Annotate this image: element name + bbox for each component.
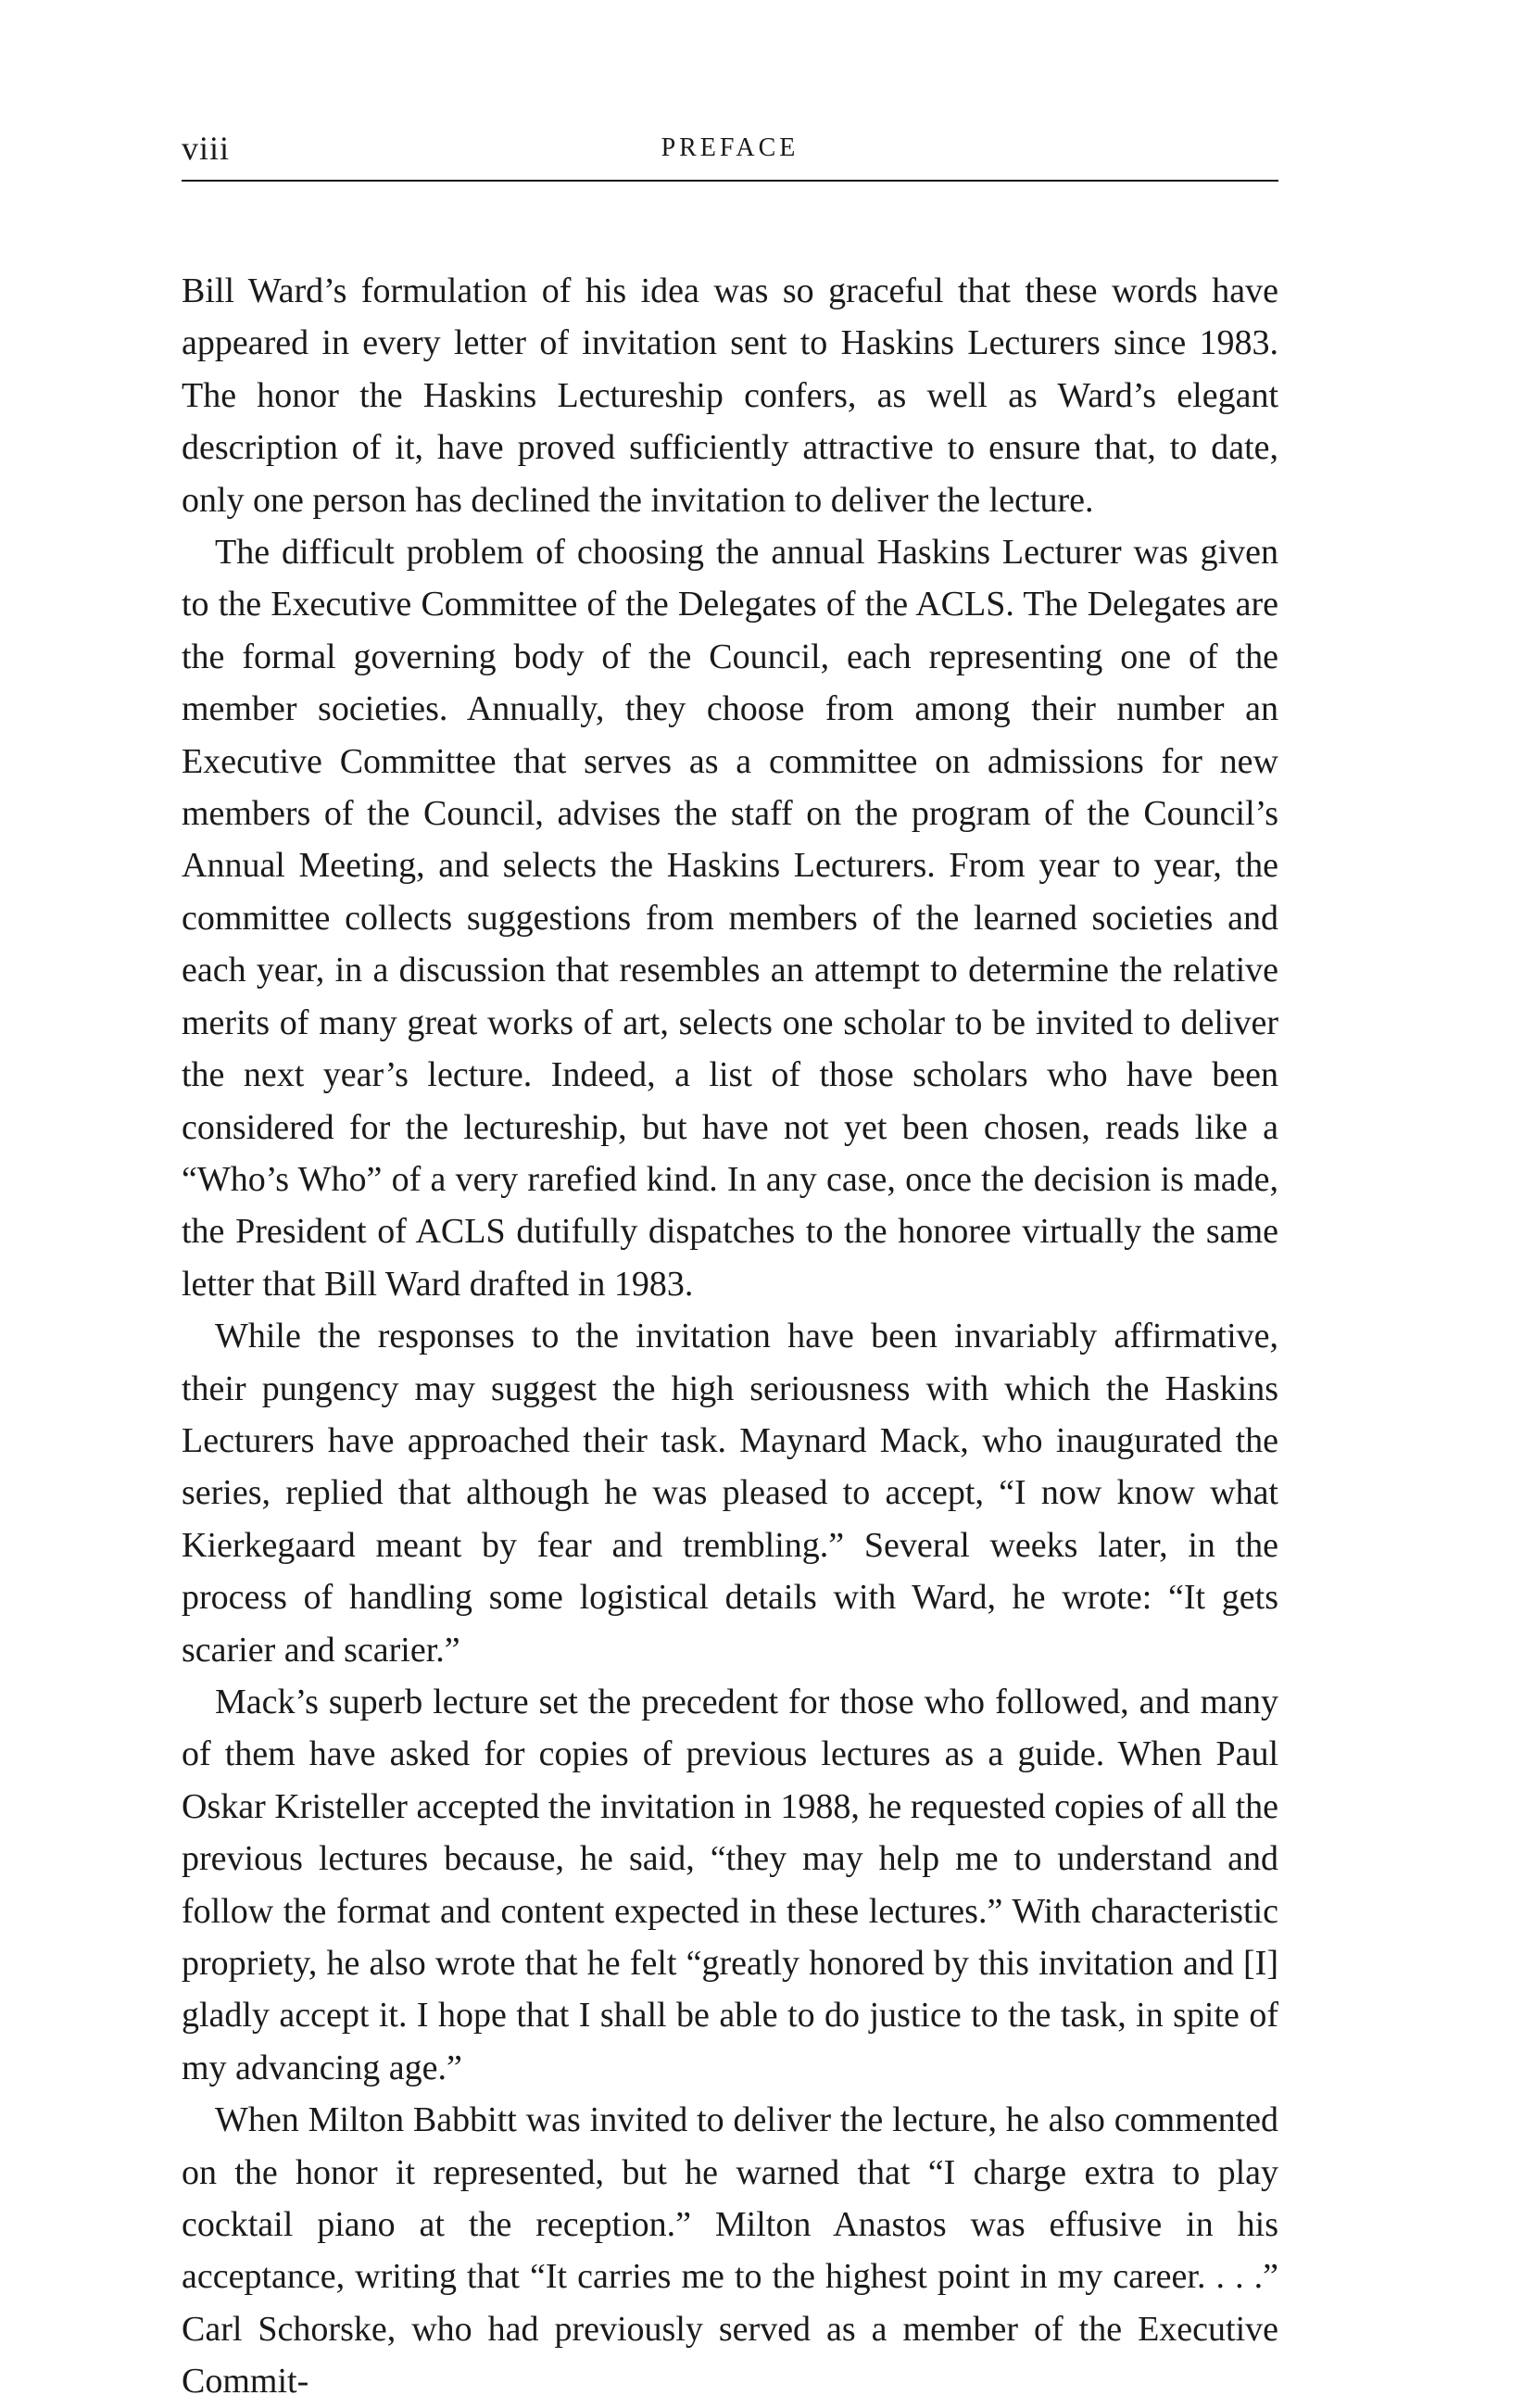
paragraph-3: While the responses to the invitation have been invariably affirmative, their pungency may suggest the high seriousness with which the Haskins Lecturers have approached their task. Maynard Mack, who inaugurated the series, replied that although he was pleased to accept, “I now know what Kierkegaard meant by fear and trembling.” Several weeks later, in the process of handling some logistical details with Ward, he wrote: “It gets scarier and scarier.” — [182, 1317, 1278, 1670]
running-title: PREFACE — [661, 133, 799, 162]
page-number: viii — [182, 130, 231, 167]
running-head — [182, 128, 1278, 183]
paragraph-4: Mack’s superb lecture set the precedent for those who followed, and many of them have asked for copies of previous lectures as a guide. When Paul Oskar Kristeller accepted the invitation in 1988, he requested copies of all the previous lectures because, he said, “they may help me to understand and follow the format and content expected in these lectures.” With characteristic propriety, he also wrote that he felt “greatly honored by this invitation and [I] gladly accept it. I hope that I shall be able to do justice to the task, in spite of my advancing age.” — [182, 1682, 1278, 2087]
paragraph-2: The difficult problem of choosing the annual Haskins Lecturer was given to the Executive Committee of the Delegates of the ACLS. The Delegates are the formal governing body of the Council, each representing one of the member societies. Annually, they choose from among their number an Executive Committee that serves as a committee on admissions for new members of the Council, advises the staff on the program of the Council’s Annual Meeting, and selects the Haskins Lecturers. From year to year, the committee collects suggestions from members of the learned societies and each year, in a discussion that resembles an attempt to determine the relative merits of many great works of art, selects one scholar to be invited to deliver the next year’s lecture. Indeed, a list of those scholars who have been considered for the lectureship, but have not yet been chosen, reads like a “Who’s Who” of a very rarefied kind. In any case, once the decision is made, the President of ACLS dutifully dispatches to the honoree virtually the same letter that Bill Ward drafted in 1983. — [182, 533, 1278, 1304]
header-rule — [182, 180, 1278, 182]
body-text — [182, 265, 1278, 2408]
paragraph-5: When Milton Babbitt was invited to deliver the lecture, he also commented on the honor it represented, but he warned that “I charge extra to play cocktail piano at the reception.” Milton Anastos was effusive in his acceptance, writing that “It carries me to the highest point in my career. . . .” Carl Schorske, who had previously served as a member of the Executive Commit- — [182, 2100, 1278, 2402]
paragraph-1: Bill Ward’s formulation of his idea was so graceful that these words have appeared in every letter of invitation sent to Haskins Lecturers since 1983. The honor the Haskins Lectureship confers, as well as Ward’s elegant description of it, have proved sufficiently attractive to ensure that, to date, only one person has declined the invitation to deliver the lecture. — [182, 271, 1278, 520]
